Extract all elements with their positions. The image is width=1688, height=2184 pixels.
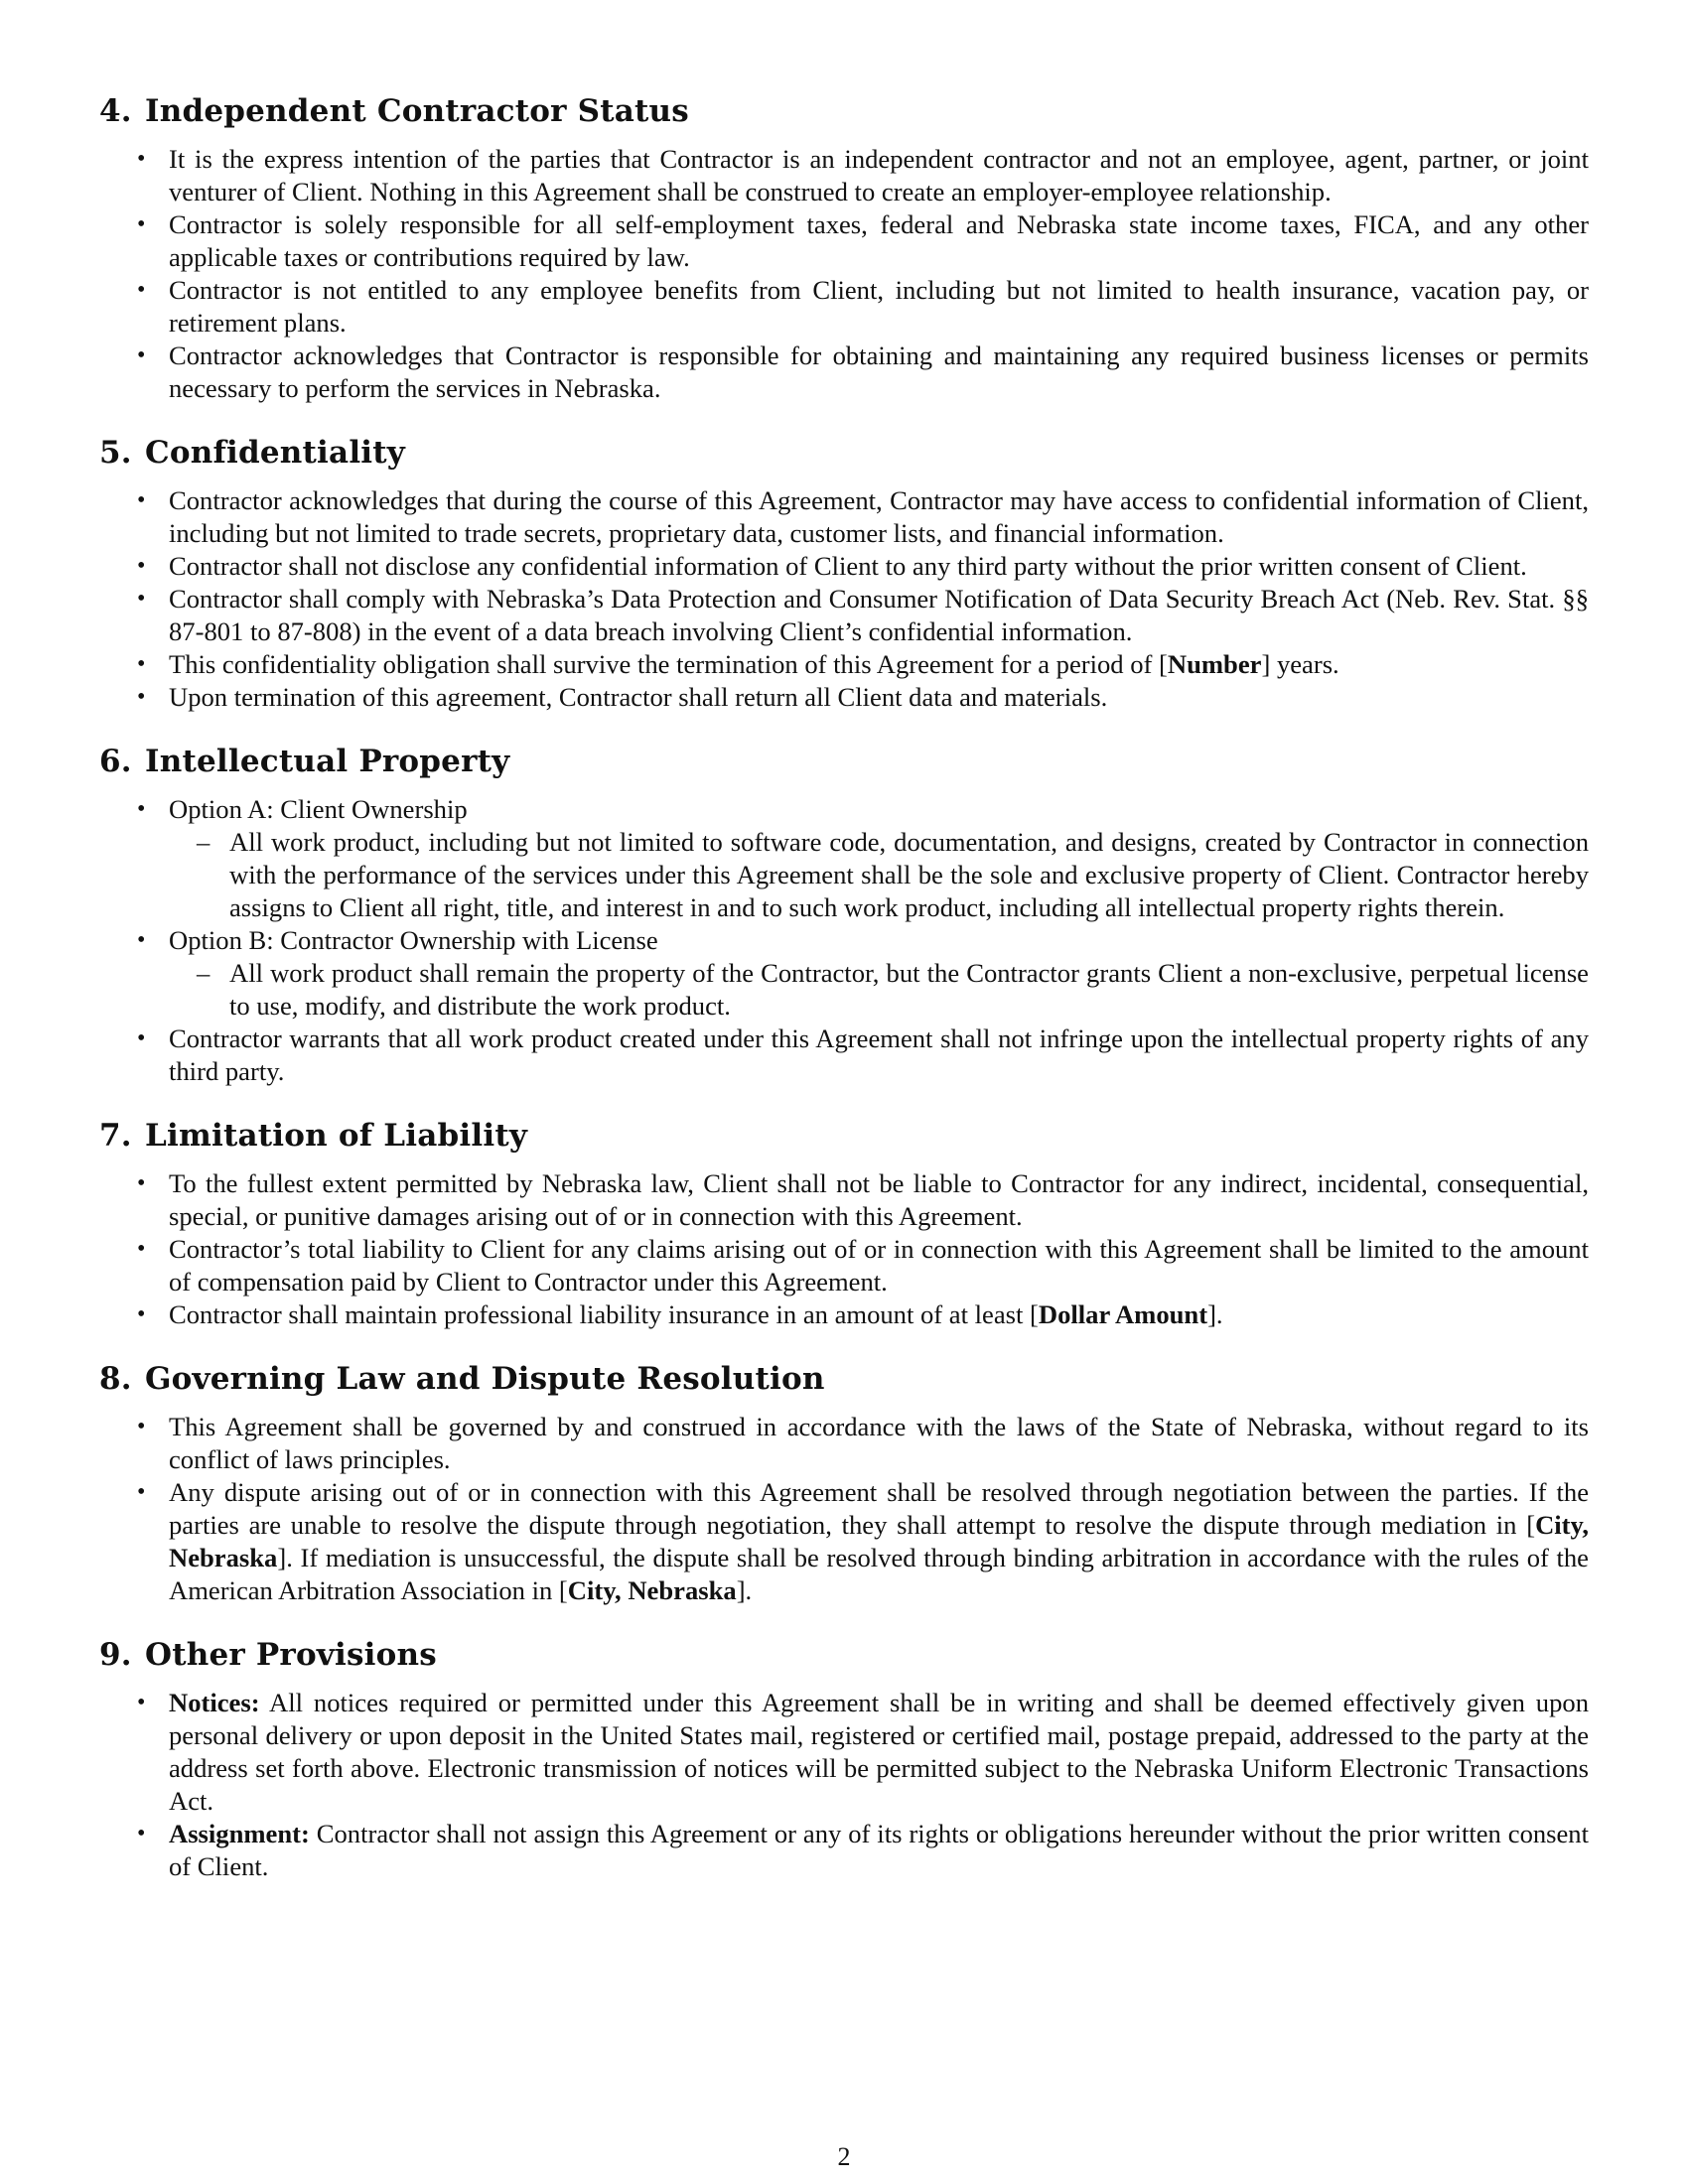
list-item: • Contractor shall comply with Nebraska’s Data Protection and Consumer Notification of Data Security Breach Act (Neb. Rev. Stat. §§ 87-801 to 87-808) in the event of a data breach involving Client’s confidential information. xyxy=(99,583,1589,648)
list-item-option-b xyxy=(99,924,1589,1023)
section-number: 7. xyxy=(99,1118,132,1154)
section-title: Confidentiality xyxy=(145,435,406,471)
list-item: • It is the express intention of the parties that Contractor is an independent contractor and not an employee, agent, partner, or joint venturer of Client. Nothing in this Agreement shall be construed to create an employer-employee relationship. xyxy=(99,143,1589,208)
text-run: Any dispute arising out of or in connection with this Agreement shall be resolved through negotiation between the parties. If the parties are unable to resolve the dispute through negotiation, they shall attempt to resolve the dispute through mediation in [ xyxy=(169,1477,1589,1540)
section-governing-law xyxy=(99,1359,1589,1607)
list-item: • Contractor warrants that all work product created under this Agreement shall not infringe upon the intellectual property rights of any third party. xyxy=(99,1023,1589,1088)
section-number: 6. xyxy=(99,744,132,779)
section-heading xyxy=(99,1635,1589,1675)
list-item: • To the fullest extent permitted by Nebraska law, Client shall not be liable to Contractor for any indirect, incidental, consequential, special, or punitive damages arising out of or in connection with this Agreement. xyxy=(99,1167,1589,1233)
list-item: • Upon termination of this agreement, Contractor shall return all Client data and materials. xyxy=(99,681,1589,714)
text-run: All notices required or permitted under this Agreement shall be in writing and shall be deemed effectively given upon personal delivery or upon deposit in the United States mail, registered or certified mail, postage prepaid, addressed to the party at the address set forth above. Electronic transmission of notices will be permitted subject to the Nebraska Uniform Electronic Transactions Act. xyxy=(169,1688,1589,1816)
section-number: 8. xyxy=(99,1361,132,1397)
option-label: Option A: Client Ownership xyxy=(169,794,468,824)
list-item: • Contractor is not entitled to any employee benefits from Client, including but not limited to health insurance, vacation pay, or retirement plans. xyxy=(99,274,1589,340)
placeholder-dollar-amount: Dollar Amount xyxy=(1038,1299,1208,1329)
list-item: • Contractor shall not disclose any confidential information of Client to any third party without the prior written consent of Client. xyxy=(99,550,1589,583)
bullet-list xyxy=(99,1687,1589,1883)
section-title: Other Provisions xyxy=(145,1637,437,1673)
list-item: • Contractor’s total liability to Client for any claims arising out of or in connection with this Agreement shall be limited to the amount of compensation paid by Client to Contractor under this Agreement. xyxy=(99,1233,1589,1298)
list-item xyxy=(99,1298,1589,1331)
list-item xyxy=(99,1476,1589,1607)
text-run: Contractor shall maintain professional liability insurance in an amount of at least [ xyxy=(169,1299,1039,1329)
section-title: Independent Contractor Status xyxy=(145,93,689,129)
option-label: Option B: Contractor Ownership with License xyxy=(169,925,658,955)
bullet-list xyxy=(99,143,1589,405)
section-intellectual-property xyxy=(99,742,1589,1088)
bullet-list xyxy=(99,1411,1589,1607)
section-other-provisions xyxy=(99,1635,1589,1883)
sub-list xyxy=(169,826,1589,924)
section-number: 4. xyxy=(99,93,132,129)
list-item-assignment xyxy=(99,1818,1589,1883)
section-heading xyxy=(99,1116,1589,1156)
sub-list-item: – All work product, including but not limited to software code, documentation, and designs, created by Contractor in connection with the performance of the services under this Agreement shall be the sole and exclusive property of Client. Contractor hereby assigns to Client all right, title, and interest in and to such work product, including all intellectual property rights therein. xyxy=(169,826,1589,924)
text-run: This confidentiality obligation shall survive the termination of this Agreement for a period of [ xyxy=(169,649,1168,679)
text-run: ]. xyxy=(736,1575,753,1605)
bullet-list xyxy=(99,793,1589,1088)
section-number: 5. xyxy=(99,435,132,471)
sub-list-item: – All work product shall remain the property of the Contractor, but the Contractor grants Client a non-exclusive, perpetual license to use, modify, and distribute the work product. xyxy=(169,957,1589,1023)
placeholder-city: City, Nebraska xyxy=(169,1510,1589,1572)
list-item: • This Agreement shall be governed by and construed in accordance with the laws of the State of Nebraska, without regard to its conflict of laws principles. xyxy=(99,1411,1589,1476)
document-page xyxy=(99,91,1589,1911)
placeholder-number: Number xyxy=(1167,649,1262,679)
provision-label: Assignment: xyxy=(169,1819,310,1848)
bullet-list xyxy=(99,1167,1589,1331)
section-independent-contractor-status xyxy=(99,91,1589,405)
list-item-notices xyxy=(99,1687,1589,1818)
section-heading xyxy=(99,742,1589,781)
list-item: • Contractor acknowledges that Contractor is responsible for obtaining and maintaining any required business licenses or permits necessary to perform the services in Nebraska. xyxy=(99,340,1589,405)
text-run: ]. If mediation is unsuccessful, the dispute shall be resolved through binding arbitration in accordance with the rules of the American Arbitration Association in [ xyxy=(169,1543,1589,1605)
section-title: Intellectual Property xyxy=(145,744,510,779)
text-run: Contractor shall not assign this Agreement or any of its rights or obligations hereunder without the prior written consent of Client. xyxy=(169,1819,1589,1881)
section-title: Governing Law and Dispute Resolution xyxy=(145,1361,825,1397)
list-item xyxy=(99,648,1589,681)
text-run: ]. xyxy=(1207,1299,1223,1329)
page-number: 2 xyxy=(837,2142,851,2171)
sub-list xyxy=(169,957,1589,1023)
section-heading xyxy=(99,1359,1589,1399)
bullet-list xyxy=(99,484,1589,714)
placeholder-city: City, Nebraska xyxy=(567,1575,737,1605)
section-number: 9. xyxy=(99,1637,132,1673)
section-limitation-of-liability xyxy=(99,1116,1589,1331)
section-confidentiality xyxy=(99,433,1589,714)
text-run: ] years. xyxy=(1261,649,1339,679)
list-item: • Contractor acknowledges that during the course of this Agreement, Contractor may have access to confidential information of Client, including but not limited to trade secrets, proprietary data, customer lists, and financial information. xyxy=(99,484,1589,550)
section-heading xyxy=(99,433,1589,473)
provision-label: Notices: xyxy=(169,1688,260,1717)
list-item-option-a xyxy=(99,793,1589,924)
list-item: • Contractor is solely responsible for all self-employment taxes, federal and Nebraska state income taxes, FICA, and any other applicable taxes or contributions required by law. xyxy=(99,208,1589,274)
section-heading xyxy=(99,91,1589,131)
section-title: Limitation of Liability xyxy=(145,1118,528,1154)
